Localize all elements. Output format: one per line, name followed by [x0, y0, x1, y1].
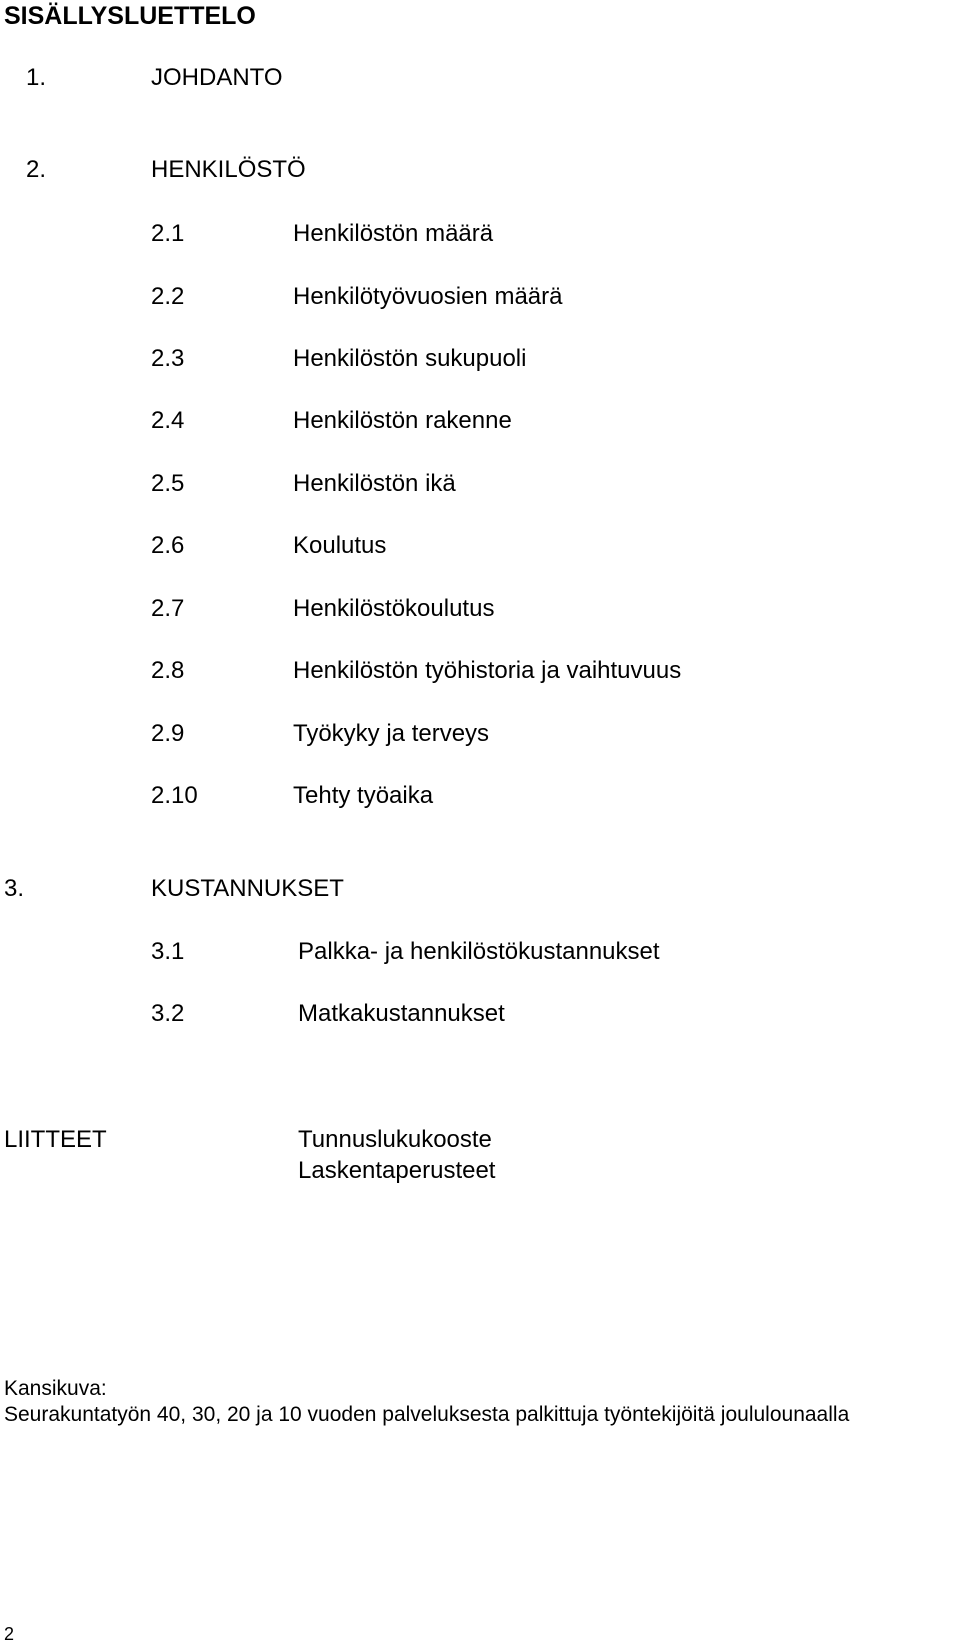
- toc-item-label: Henkilöstön rakenne: [293, 407, 512, 434]
- toc-item-number: 2.9: [151, 720, 185, 747]
- toc-item-number: 2.6: [151, 532, 185, 559]
- toc-item-label: Henkilöstön sukupuoli: [293, 345, 527, 372]
- toc-item-label: Henkilöstökoulutus: [293, 595, 495, 622]
- toc-item-label: Henkilötyövuosien määrä: [293, 283, 563, 310]
- cover-label: Kansikuva:: [4, 1377, 107, 1400]
- toc-item-label: Tehty työaika: [293, 782, 434, 809]
- toc-item-number: 2.10: [151, 782, 198, 809]
- section-3-label: KUSTANNUKSET: [151, 875, 344, 902]
- appendices-label: LIITTEET: [4, 1126, 107, 1153]
- toc-item-number: 2.3: [151, 345, 185, 372]
- toc-item-number: 2.8: [151, 657, 185, 684]
- toc-item-number: 2.1: [151, 220, 185, 247]
- toc-item-number: 3.1: [151, 938, 185, 965]
- toc-item-label: Henkilöstön työhistoria ja vaihtuvuus: [293, 657, 682, 684]
- appendix-item: Laskentaperusteet: [298, 1157, 496, 1184]
- cover-caption: Seurakuntatyön 40, 30, 20 ja 10 vuoden palveluksesta palkittuja työntekijöitä joululounaalla: [4, 1403, 850, 1426]
- toc-item-number: 2.5: [151, 470, 185, 497]
- toc-item-label: Palkka- ja henkilöstökustannukset: [298, 938, 660, 965]
- page-number: 2: [4, 1624, 15, 1644]
- toc-item-label: Työkyky ja terveys: [293, 720, 490, 747]
- section-1-number: 1.: [26, 64, 47, 91]
- section-3-number: 3.: [4, 875, 25, 902]
- toc-item-number: 2.2: [151, 283, 185, 310]
- appendix-item: Tunnuslukukooste: [298, 1126, 492, 1153]
- toc-item-label: Koulutus: [293, 532, 387, 559]
- section-2-label: HENKILÖSTÖ: [151, 156, 306, 183]
- toc-item-number: 2.7: [151, 595, 185, 622]
- toc-item-number: 2.4: [151, 407, 185, 434]
- toc-item-number: 3.2: [151, 1000, 185, 1027]
- toc-item-label: Henkilöstön ikä: [293, 470, 456, 497]
- section-2-number: 2.: [26, 156, 47, 183]
- section-1-label: JOHDANTO: [151, 64, 283, 91]
- page-title: SISÄLLYSLUETTELO: [4, 2, 256, 30]
- toc-item-label: Henkilöstön määrä: [293, 220, 494, 247]
- toc-item-label: Matkakustannukset: [298, 1000, 505, 1027]
